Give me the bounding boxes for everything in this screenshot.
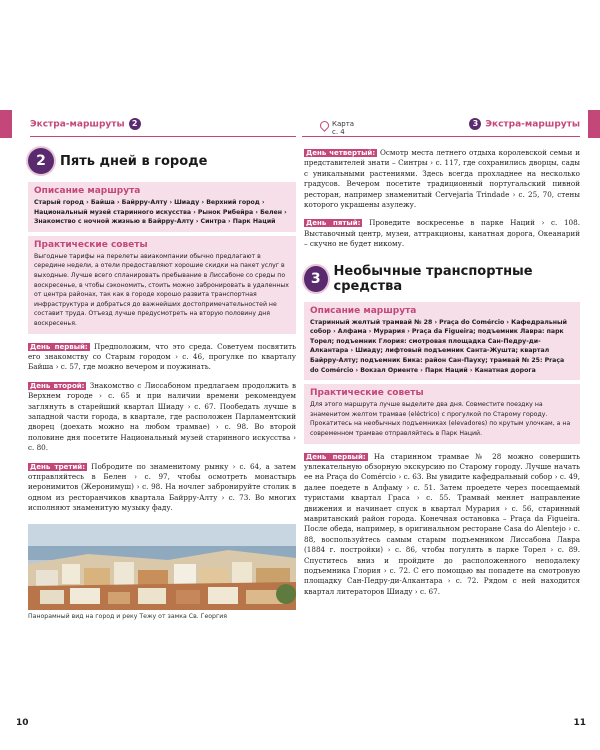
day-text: На старинном трамвае № 28 можно совершить увлекательную обзорную экскурсию по Старому городу. Лучше начать ее на Praça do Comércio › с. 63. Вы увидите кафедральный собор › с. 49, далее поедете в Алфаму › с. 51. Затем проедете через посещаемый туристами квартал Граса › с. 55. Трамвай меняет направление движения и начинает спуск в квартал Мурария › с. 56, старинный мавританский район города. Конечная остановка – Praça da Figueira. После обеда, например, в оригинальном ресторане Casa do Alentejo › с. 88, воспользуйтесь самым старым подъемником Лиссабона Лавра (1884 г. постройки) › с. 86, чтобы погулять в парке Торел › с. 89. Спуститесь вниз и пройдите до расположенного неподалеку подъемника Глория › с. 72. С его помощью вы попадете на смотровую площадку Сан-Педру-ди-Алкантара › с. 72. Рядом с ней находится квартал литераторов Шиаду › с. 67. — [304, 451, 580, 596]
section-title: Пять дней в городе — [60, 153, 208, 169]
day-paragraph — [304, 148, 580, 210]
route-box — [28, 182, 296, 232]
day-label: День четвертый: — [306, 149, 376, 157]
tips-box — [304, 384, 580, 443]
chapter-tab-left — [0, 110, 12, 138]
page-number-right: 11 — [573, 718, 586, 728]
route-box — [304, 302, 580, 381]
route-text: Старинный желтый трамвай № 28 › Praça do Comércio › Кафедральный собор › Алфама › Мурария › Praça da Figueira; подъемник Лавра: парк Торел; подъемник Глория: смотровая площадка Сан-Педру-ди-Алкантара › Шиаду; лифтовый подъемник Санта-Жушта; квартал Байрру-Алту; подъемник Бика: район Сан-Пауху; трамвай № 25: Praça do Comércio › Вокзал Ориенте › Парк Наций › Канатная дорога — [310, 318, 567, 374]
day-text: Проведите воскресенье в парке Наций › с. 108. Выставочный центр, музеи, аттракционы, канатная дорога, Океанарий – скучно не будет никому. — [304, 218, 580, 249]
day-text: Знакомство с Лиссабоном предлагаем продолжить в Верхнем городе › с. 65 и при наличии времени рекомендуем заглянуть в старейший квартал Шиаду › с. 67. Пообедать лучше в западной части города, в квартале, где расположен Парламентский дворец (доехать можно на любом трамвае) › с. 98. Во второй половине дня посетите Национальный музей старинного искусства › с. 80. — [28, 380, 296, 453]
map-label: Карта — [332, 120, 355, 128]
section-number: 3 — [304, 266, 328, 292]
day-label: День второй: — [30, 381, 85, 390]
tips-heading: Практические советы — [34, 239, 148, 250]
running-header-right — [302, 118, 580, 137]
city-panorama-photo — [28, 524, 296, 610]
day-label: День первый: — [306, 452, 366, 461]
day-paragraph — [28, 381, 296, 454]
route-text: Старый город › Байша › Байрру-Алту › Шиаду › Верхний город › Национальный музей старинного искусства › Рынок Рибейра › Белен › Знакомство с ночной жизнью в Байрру-Алту › Синтра › Парк Наций — [34, 199, 287, 226]
tips-box — [28, 236, 296, 334]
day-label: День пятый: — [306, 219, 361, 228]
route-heading: Описание маршрута — [34, 186, 141, 196]
running-header-left — [30, 118, 296, 137]
day-text: Побродите по знаменитому рынку › с. 64, а затем отправляйтесь в Белен › с. 97, чтобы осмотреть монастырь иеронимитов (Жеронимуш) › с. 98. На ночлег забронируйте столик в одном из ресторанчиков квартала Байрру-Алту › с. 73. Во многих исполняют знаменитую музыку фаду. — [28, 461, 296, 513]
tips-text: Выгодные тарифы на перелеты авиакомпании обычно предлагают в середине недели, а отели предоставляют хорошие скидки на пакет услуг в выходные. Лучше всего спланировать пребывание в Лиссабоне со среды по воскресенье, в чтобы сэкономить, стоить можно забронировать в удаленных от центра районах, так как в городе хорошо развита транспортная инфраструктура и добраться до важнейших достопримечательностей не составит труда. Отъезд лучше предусмотреть на вторую половину дня воскресенья. — [34, 252, 289, 327]
panorama-illustration — [28, 524, 296, 610]
section-title: Необычные транспортные средства — [333, 263, 533, 294]
day-label: День третий: — [30, 462, 86, 471]
section-number: 2 — [28, 148, 54, 174]
chapter-tab-right — [588, 110, 600, 138]
page-number-left: 10 — [16, 718, 29, 728]
section-heading — [304, 264, 580, 294]
route-heading: Описание маршрута — [310, 305, 417, 316]
day-paragraph — [304, 218, 580, 249]
section-heading — [28, 148, 296, 174]
day-paragraph — [28, 342, 296, 373]
running-header-badge: 2 — [129, 118, 141, 130]
day-paragraph — [304, 452, 580, 598]
day-text: Осмотр места летнего отдыха королевской семьи и представителей знати – Синтры › с. 117, где сохранились дворцы, сады с уникальными растениями. Здесь всегда прохладнее на несколько градусов. Вечером посетите традиционный португальский пивной ресторан, например знаменитый Cervejaria Trindade › с. 25, 70, стены которого украшены азулежу. — [304, 148, 580, 210]
day-paragraph — [28, 462, 296, 514]
right-page — [304, 148, 580, 597]
tips-heading: Практические советы — [310, 388, 424, 399]
photo-caption: Панорамный вид на город и реку Тежу от замка Св. Георгия — [28, 612, 227, 620]
tips-text: Для этого маршрута лучше выделите два дня. Совместите поездку на знаменитом желтом трамвае (eléctrico) с прогулкой по Старому городу. Прокатитесь на необычных подъемниках (elevadores) по крутым улочкам, а на современном трамвае отправляйтесь в Парк Наций. — [310, 401, 571, 437]
left-page — [28, 148, 296, 620]
day-label: День первый: — [30, 342, 88, 351]
running-header-badge: 3 — [469, 118, 481, 130]
day-text: Предположим, что это среда. Советуем посвятить его знакомству со Старым городом › с. 46, прогулке по кварталу Байша › с. 57, где можно вечером и поужинать. — [28, 341, 297, 372]
running-header-title: Экстра-маршруты — [30, 119, 125, 130]
map-page: с. 4 — [332, 128, 345, 136]
running-header-title: Экстра-маршруты — [485, 119, 580, 130]
